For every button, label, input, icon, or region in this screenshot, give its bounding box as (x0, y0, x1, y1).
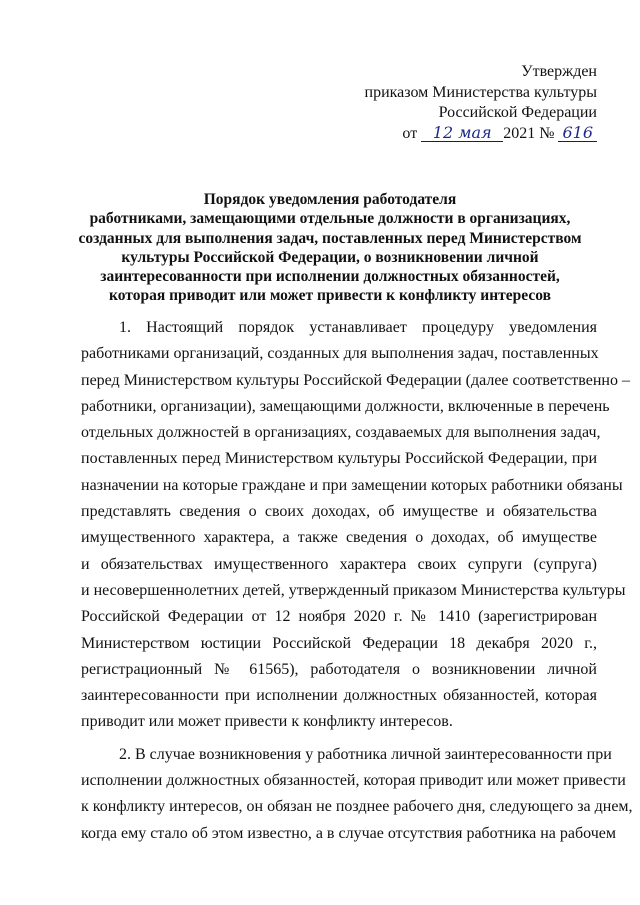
approval-year-suffix: 2021 № (503, 124, 555, 142)
paragraph-1 (81, 315, 630, 736)
approval-date-prefix: от (402, 124, 418, 142)
title-line: созданных для выполнения задач, поставленных перед Министерством (78, 229, 582, 247)
text-line: и несовершеннолетних детей, утвержденный приказом Министерства культуры (81, 581, 626, 599)
text-line: когда ему стало об этом известно, а в случае отсутствия работника на рабочем (81, 824, 616, 842)
title-line: которая приводит или может привести к конфликту интересов (109, 287, 551, 305)
text-line: работниками организаций, созданных для выполнения задач, поставленных (81, 345, 599, 363)
title-line: Порядок уведомления работодателя (203, 191, 457, 208)
text-line: имущественного характера, а также сведения о доходах, об имуществе (81, 529, 597, 547)
paragraph-2 (81, 742, 633, 847)
text-line: к конфликту интересов, он обязан не позднее рабочего дня, следующего за днем, (81, 798, 633, 816)
text-line: назначении на которые граждане и при замещении которых работники обязаны (81, 476, 623, 494)
text-line: заинтересованности при исполнении должностных обязанностей, которая (81, 687, 597, 705)
approval-order-label: приказом Министерства культуры (364, 83, 597, 101)
text-line: представлять сведения о своих доходах, об имуществе и обязательства (81, 503, 597, 521)
text-line: Министерством юстиции Российской Федерации 18 декабря 2020 г., (81, 634, 597, 652)
handwritten-date: 12 мая (421, 125, 503, 142)
text-line: и обязательствах имущественного характера своих супруги (супруга) (81, 555, 597, 573)
text-line: отдельных должностей в организациях, создаваемых для выполнения задач, (81, 424, 601, 442)
text-line: работники, организации), замещающими должности, включенные в перечень (81, 397, 610, 415)
handwritten-order-number: 616 (558, 125, 597, 142)
text-line: регистрационный № 61565), работодателя о возникновении личной (81, 660, 597, 678)
approval-approved-label: Утвержден (521, 63, 597, 80)
text-line: перед Министерством культуры Российской Федерации (далее соответственно – (81, 371, 630, 389)
title-line: работниками, замещающими отдельные должности в организациях, (89, 210, 571, 228)
document-title (60, 190, 600, 306)
title-line: культуры Российской Федерации, о возникновении личной (121, 248, 539, 266)
text-line: исполнении должностных обязанностей, которая приводит или может привести (81, 772, 626, 790)
text-line: поставленных перед Министерством культуры Российской Федерации, при (81, 450, 597, 468)
title-line: заинтересованности при исполнении должностных обязанностей, (100, 268, 560, 286)
text-line: приводит или может привести к конфликту интересов. (81, 713, 453, 731)
approval-federation-label: Российской Федерации (438, 104, 597, 121)
document-body (81, 315, 633, 853)
approval-date-line (365, 124, 598, 145)
text-line: 1. Настоящий порядок устанавливает процедуру уведомления (119, 319, 597, 336)
text-line: Российской Федерации от 12 ноября 2020 г. № 1410 (зарегистрирован (81, 608, 597, 626)
approval-stamp-block (365, 62, 598, 144)
text-line: 2. В случае возникновения у работника личной заинтересованности при (119, 745, 612, 763)
